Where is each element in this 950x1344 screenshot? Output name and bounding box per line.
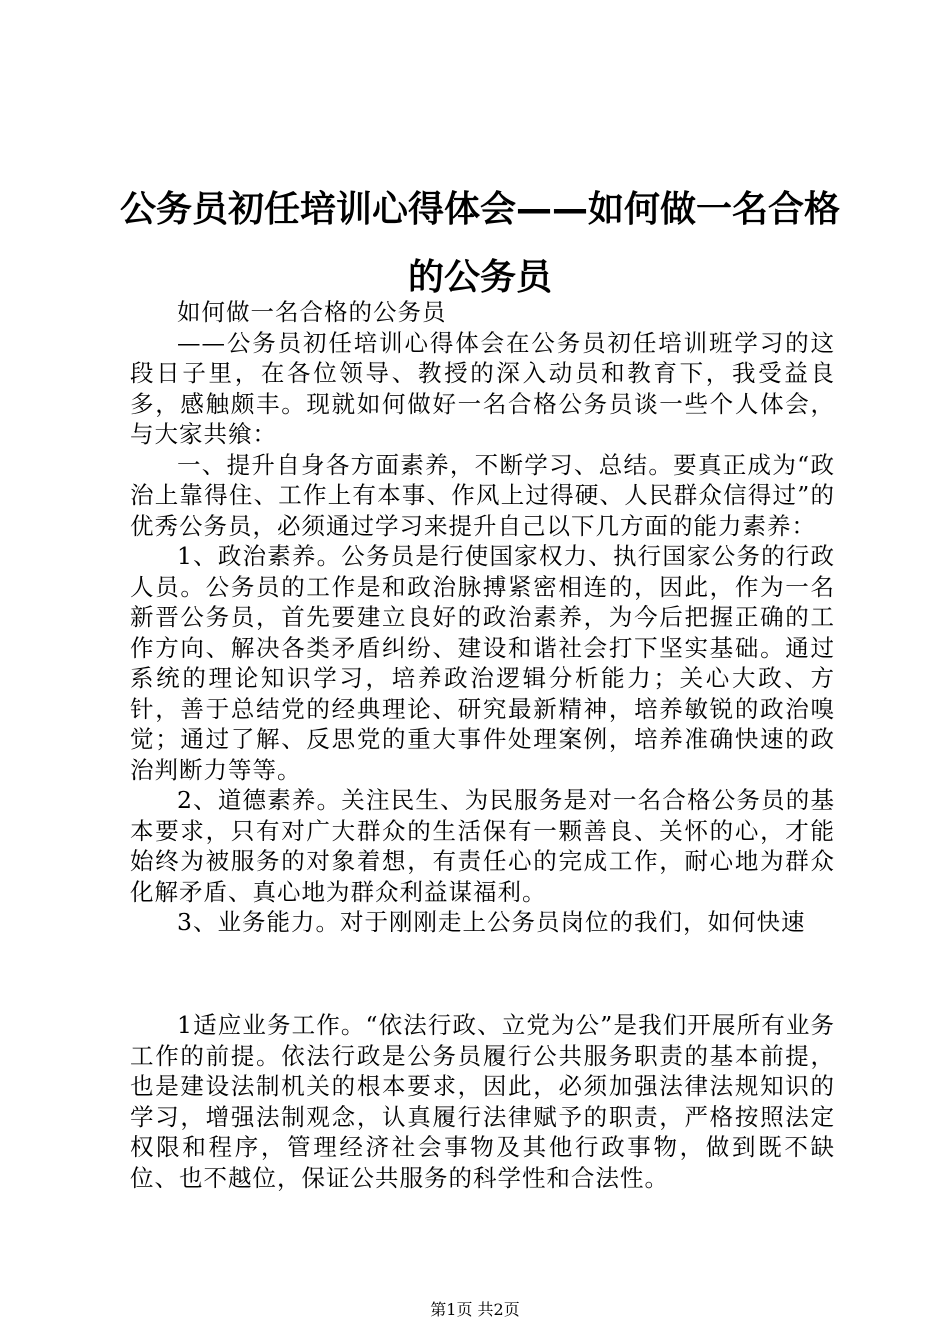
paragraph-law: 1适应业务工作。“依法行政、立党为公”是我们开展所有业务工作的前提。依法行政是公务员履行公共服务职责的基本前提，也是建设法制机关的根本要求，因此，必须加强法律法规知识的学习，增强法制观念，认真履行法律赋予的职责，严格按照法定权限和程序，管理经济社会事物及其他行政事物，做到既不缺位、也不越位，保证公共服务的科学性和合法性。	[130, 1011, 835, 1192]
body-section-2	[130, 1010, 835, 1193]
paragraph-subtitle: 如何做一名合格的公务员	[177, 298, 447, 326]
paragraph-moral: 2、道德素养。关注民生、为民服务是对一名合格公务员的基本要求，只有对广大群众的生活保有一颗善良、关怀的心，才能始终为被服务的对象着想，有责任心的完成工作，耐心地为群众化解矛盾、真心地为群众利益谋福利。	[130, 786, 835, 906]
page-footer: 第1页 共2页	[430, 1300, 520, 1319]
paragraph-business: 3、业务能力。对于刚刚走上公务员岗位的我们，如何快速	[177, 908, 806, 936]
paragraph-point-one: 一、提升自身各方面素养，不断学习、总结。要真正成为“政治上靠得住、工作上有本事、作风上过得硬、人民群众信得过”的优秀公务员，必须通过学习来提升自己以下几方面的能力素养：	[130, 450, 835, 540]
body-section-1	[130, 297, 835, 938]
paragraph-intro: ——公务员初任培训心得体会在公务员初任培训班学习的这段日子里，在各位领导、教授的深入动员和教育下，我受益良多，感触颇丰。现就如何做好一名合格公务员谈一些个人体会，与大家共飨：	[130, 328, 835, 448]
paragraph-political: 1、政治素养。公务员是行使国家权力、执行国家公务的行政人员。公务员的工作是和政治脉搏紧密相连的，因此，作为一名新晋公务员，首先要建立良好的政治素养，为今后把握正确的工作方向、解决各类矛盾纠纷、建设和谐社会打下坚实基础。通过系统的理论知识学习，培养政治逻辑分析能力；关心大政、方针，善于总结党的经典理论、研究最新精神，培养敏锐的政治嗅觉；通过了解、反思党的重大事件处理案例，培养准确快速的政治判断力等等。	[130, 542, 835, 784]
document-title: 公务员初任培训心得体会——如何做一名合格的公务员	[119, 189, 840, 298]
